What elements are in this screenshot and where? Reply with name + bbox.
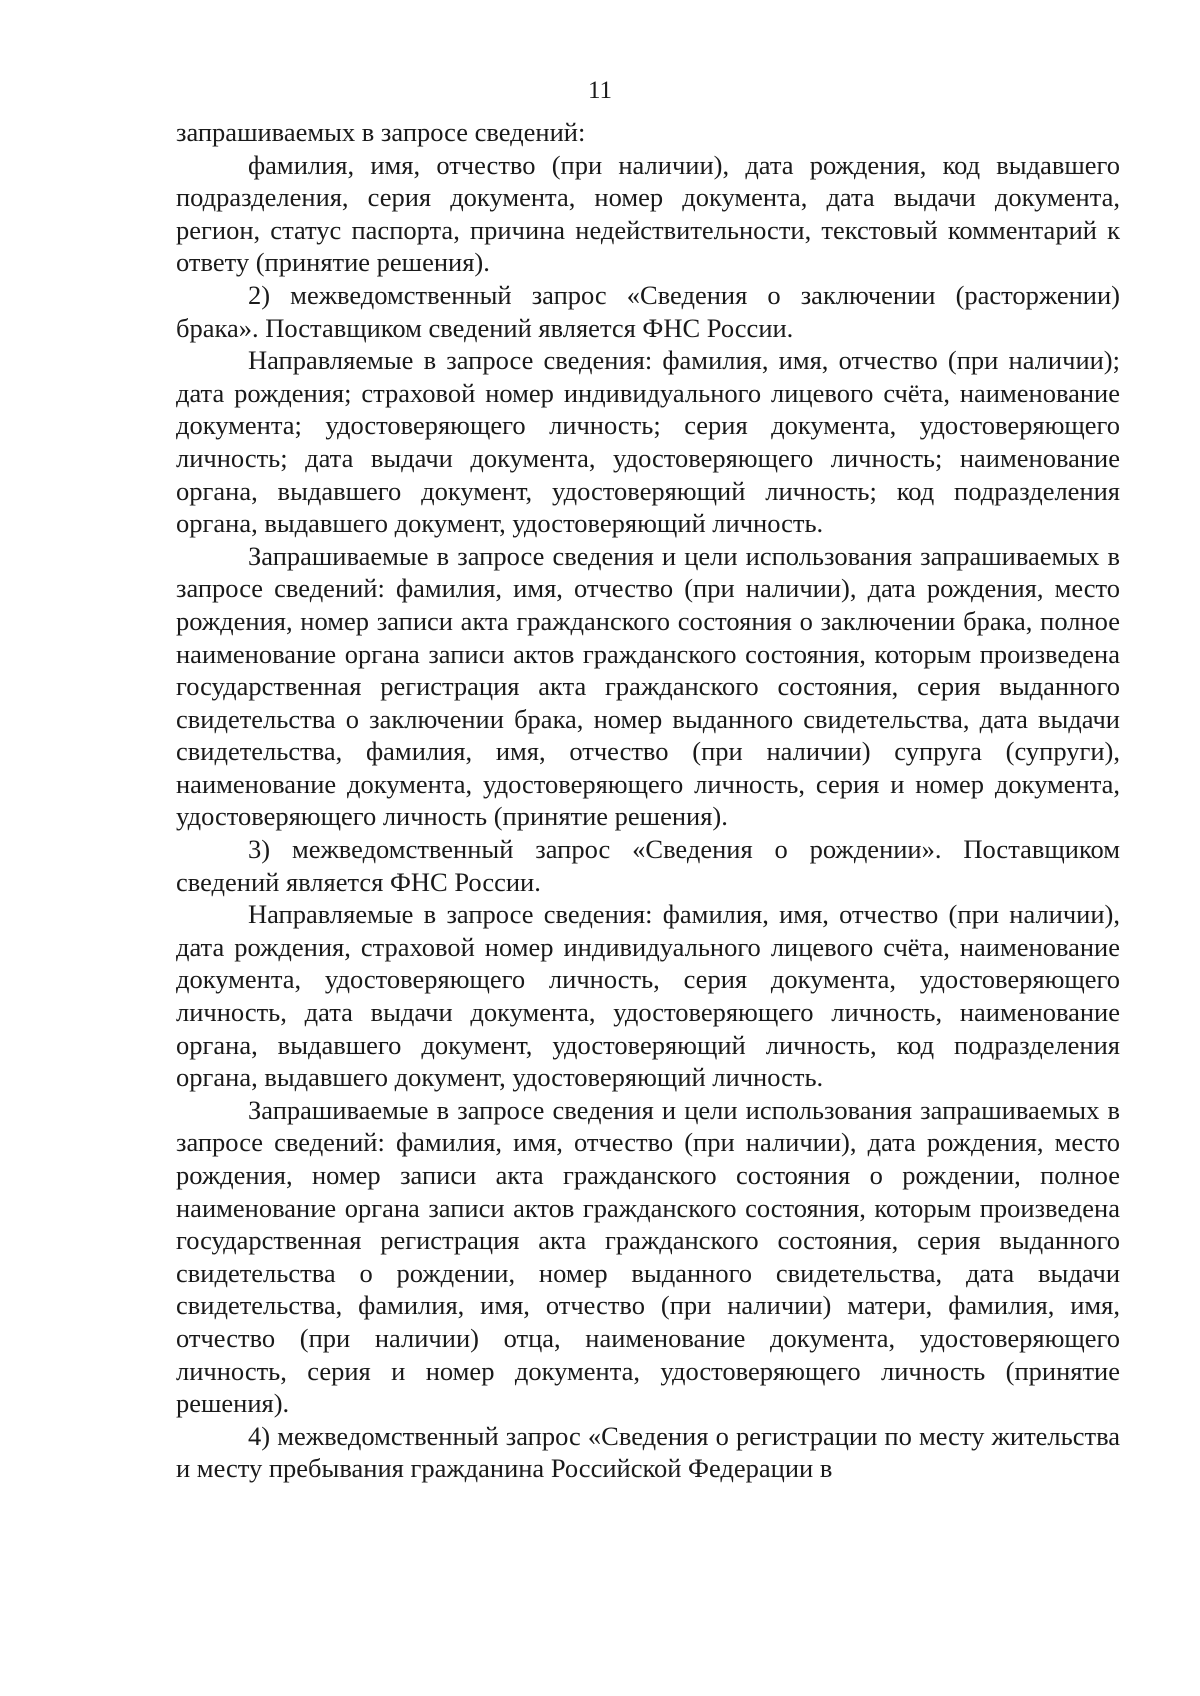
- paragraph-registration-request: 4) межведомственный запрос «Сведения о регистрации по месту жительства и месту пребывания гражданина Российской Федерации в: [176, 1420, 1120, 1484]
- paragraph-birth-request: 3) межведомственный запрос «Сведения о рождении». Поставщиком сведений является ФНС России.: [176, 834, 1120, 897]
- paragraph-continuation: запрашиваемых в запросе сведений:: [176, 117, 586, 147]
- paragraph-marriage-requested-data: Запрашиваемые в запросе сведения и цели использования запрашиваемых в запросе сведений: фамилия, имя, отчество (при наличии), дата рождения, место рождения, номер записи акта гражданского состояния о заключении брака, полное наименование органа записи актов гражданского состояния, которым произведена государственная регистрация акта гражданского состояния, серия выданного свидетельства о заключении брака, номер выданного свидетельства, дата выдачи свидетельства, фамилия, имя, отчество (при наличии) супруга (супруги), наименование документа, удостоверяющего личность, серия и номер документа, удостоверяющего личность (принятие решения).: [176, 540, 1120, 832]
- paragraph-marriage-sent-data: Направляемые в запросе сведения: фамилия, имя, отчество (при наличии); дата рождения; страховой номер индивидуального лицевого счёта, наименование документа; удостоверяющего личность; серия документа, удостоверяющего личность; дата выдачи документа, удостоверяющего личность; наименование органа, выдавшего документ, удостоверяющий личность; код подразделения органа, выдавшего документ, удостоверяющий личность.: [176, 345, 1120, 539]
- paragraph-birth-requested-data: Запрашиваемые в запросе сведения и цели использования запрашиваемых в запросе сведений: фамилия, имя, отчество (при наличии), дата рождения, место рождения, номер записи акта гражданского состояния о рождении, полное наименование органа записи актов гражданского состояния, которым произведена государственная регистрация акта гражданского состояния, серия выданного свидетельства о рождении, номер выданного свидетельства, дата выдачи свидетельства, фамилия, имя, отчество (при наличии) матери, фамилия, имя, отчество (при наличии) отца, наименование документа, удостоверяющего личность, серия и номер документа, удостоверяющего личность (принятие решения).: [176, 1094, 1120, 1419]
- document-body: [176, 116, 1120, 1485]
- paragraph-marriage-request: 2) межведомственный запрос «Сведения о заключении (расторжении) брака». Поставщиком сведений является ФНС России.: [176, 279, 1120, 343]
- paragraph-passport-fields: фамилия, имя, отчество (при наличии), дата рождения, код выдавшего подразделения, серия документа, номер документа, дата выдачи документа, регион, статус паспорта, причина недействительности, текстовый комментарий к ответу (принятие решения).: [176, 149, 1120, 278]
- paragraph-birth-sent-data: Направляемые в запросе сведения: фамилия, имя, отчество (при наличии), дата рождения, страховой номер индивидуального лицевого счёта, наименование документа, удостоверяющего личность, серия документа, удостоверяющего личность, дата выдачи документа, удостоверяющего личность, наименование органа, выдавшего документ, удостоверяющий личность, код подразделения органа, выдавшего документ, удостоверяющий личность.: [176, 899, 1120, 1093]
- page-number: 11: [587, 77, 613, 104]
